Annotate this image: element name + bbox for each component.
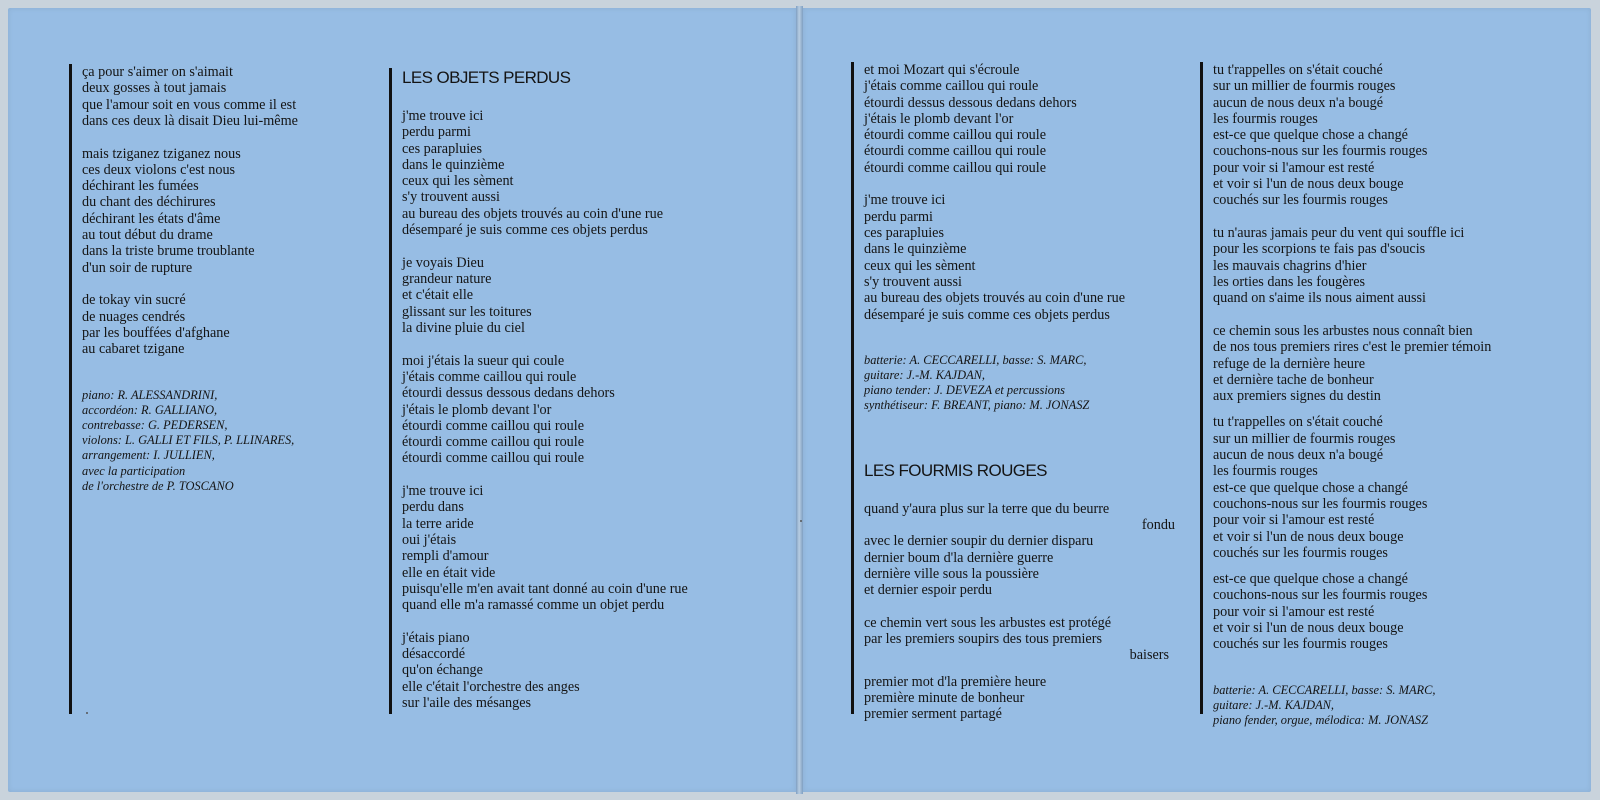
stanza xyxy=(402,255,688,336)
lyric-line: d'un soir de rupture xyxy=(82,259,193,276)
stanza xyxy=(82,146,298,276)
lyric-line: de nuages cendrés xyxy=(82,308,186,325)
lyric-line: les orties dans les fougères xyxy=(1213,273,1366,290)
song-title: LES OBJETS PERDUS xyxy=(402,68,571,87)
lyric-line: accordéon: R. GALLIANO, xyxy=(82,402,218,417)
lyric-line: dernier boum d'la dernière guerre xyxy=(864,549,1054,566)
lyric-line: et moi Mozart qui s'écroule xyxy=(864,62,1020,78)
stanza xyxy=(1213,414,1491,561)
lyric-line: pour voir si l'amour est resté xyxy=(1213,603,1375,620)
lyric-line: ce chemin sous les arbustes nous connaît bien xyxy=(1213,322,1473,339)
column-1 xyxy=(69,64,298,714)
lyric-line: étourdi comme caillou qui roule xyxy=(864,143,1047,160)
lyric-line: qu'on échange xyxy=(402,662,483,679)
lyric-line: tu t'rappelles on s'était couché xyxy=(1213,414,1383,431)
lyric-line: tu t'rappelles on s'était couché xyxy=(1213,62,1383,78)
lyric-line: avec le dernier soupir du dernier disparu xyxy=(864,533,1094,550)
lyric-line: grandeur nature xyxy=(402,271,492,288)
booklet-spine xyxy=(796,6,803,794)
lyric-line: j'me trouve ici xyxy=(402,483,484,500)
lyric-line: est-ce que quelque chose a changé xyxy=(1213,479,1408,496)
lyric-line: aucun de nous deux n'a bougé xyxy=(1213,94,1384,111)
lyric-line: de tokay vin sucré xyxy=(82,292,186,309)
lyric-line: pour voir si l'amour est resté xyxy=(1213,159,1375,176)
lyric-line: moi j'étais la sueur qui coule xyxy=(402,352,565,369)
credits xyxy=(1213,683,1491,729)
lyric-line: j'étais le plomb devant l'or xyxy=(402,401,552,418)
lyric-line: quand y'aura plus sur la terre que du beurre xyxy=(864,500,1110,517)
stanza xyxy=(1213,225,1491,306)
lyric-line: couchons-nous sur les fourmis rouges xyxy=(1213,587,1428,604)
lyric-line: violons: L. GALLI ET FILS, P. LLINARES, xyxy=(82,433,295,448)
song-title: LES FOURMIS ROUGES xyxy=(864,460,1047,480)
lyric-line: perdu parmi xyxy=(864,208,933,225)
stanza xyxy=(402,108,688,238)
stanza xyxy=(864,192,1125,322)
lyric-line: étourdi dessus dessous dedans dehors xyxy=(402,385,615,402)
stanza xyxy=(864,674,1125,723)
column-2 xyxy=(389,68,688,714)
stanza xyxy=(1213,571,1491,652)
lyric-line: de l'orchestre de P. TOSCANO xyxy=(82,478,234,493)
lyric-line: du chant des déchirures xyxy=(82,194,216,211)
lyric-line: aucun de nous deux n'a bougé xyxy=(1213,447,1384,464)
lyric-line: la divine pluie du ciel xyxy=(402,319,525,336)
lyric-line: pour les scorpions te fais pas d'soucis xyxy=(1213,241,1426,258)
lyric-line: déchirant les états d'âme xyxy=(82,210,221,227)
lyric-line: batterie: A. CECCARELLI, basse: S. MARC, xyxy=(864,352,1087,367)
credits xyxy=(864,353,1125,414)
lyric-line: couchés sur les fourmis rouges xyxy=(1213,192,1388,209)
column-4 xyxy=(1200,62,1492,727)
lyric-line: quand elle m'a ramassé comme un objet perdu xyxy=(402,597,665,614)
lyric-line: premier mot d'la première heure xyxy=(864,673,1047,690)
lyric-line: dans le quinzième xyxy=(402,156,505,173)
lyric-line: ceux qui les sèment xyxy=(864,257,976,274)
lyric-line: et voir si l'un de nous deux bouge xyxy=(1213,528,1404,545)
stanza xyxy=(864,615,1125,648)
lyric-line: j'étais comme caillou qui roule xyxy=(864,78,1039,95)
lyric-line: que l'amour soit en vous comme il est xyxy=(82,96,297,113)
lyric-line: dernière ville sous la poussière xyxy=(864,565,1039,582)
lyric-line: oui j'étais xyxy=(402,532,457,548)
lyric-line: désemparé je suis comme ces objets perdus xyxy=(402,222,648,239)
stanza xyxy=(82,64,298,129)
lyric-line: piano fender, orgue, mélodica: M. JONASZ xyxy=(1213,712,1428,727)
lyric-line: refuge de la dernière heure xyxy=(1213,355,1366,372)
lyric-line: ces parapluies xyxy=(864,225,944,242)
lyric-line: étourdi comme caillou qui roule xyxy=(402,417,585,434)
lyric-line: guitare: J.-M. KAJDAN, xyxy=(1213,697,1335,712)
stanza xyxy=(1213,323,1491,404)
lyric-line: par les premiers soupirs des tous premiers xyxy=(864,631,1102,648)
column-3 xyxy=(851,62,1176,723)
stanza xyxy=(1213,62,1491,209)
lyric-line: contrebasse: G. PEDERSEN, xyxy=(82,417,228,432)
lyric-line: au cabaret tzigane xyxy=(82,341,185,358)
lyric-line: synthétiseur: F. BREANT, piano: M. JONASZ xyxy=(864,398,1090,413)
lyric-line: s'y trouvent aussi xyxy=(864,273,962,290)
lyric-line: perdu parmi xyxy=(402,124,471,141)
lyric-line: glissant sur les toitures xyxy=(402,303,532,320)
lyric-line: dans la triste brume troublante xyxy=(82,243,255,260)
lyric-line: premier serment partagé xyxy=(864,706,1002,723)
lyric-line: étourdi comme caillou qui roule xyxy=(864,159,1047,176)
lyric-line: j'étais piano xyxy=(402,629,470,646)
stanza xyxy=(82,292,298,357)
lyric-line: s'y trouvent aussi xyxy=(402,189,500,206)
lyric-line: au bureau des objets trouvés au coin d'une rue xyxy=(864,290,1126,307)
lyric-line: de nos tous premiers rires c'est le premier témoin xyxy=(1213,339,1492,356)
lyric-line: et dernière tache de bonheur xyxy=(1213,371,1374,388)
lyric-line: dans le quinzième xyxy=(864,241,967,258)
speck xyxy=(800,520,802,522)
lyric-line: et c'était elle xyxy=(402,287,474,304)
lyric-line: ce chemin vert sous les arbustes est protégé xyxy=(864,614,1112,631)
lyric-line: batterie: A. CECCARELLI, basse: S. MARC, xyxy=(1213,682,1436,697)
lyric-line: couchons-nous sur les fourmis rouges xyxy=(1213,495,1428,512)
lyric-line: ces parapluies xyxy=(402,140,482,157)
lyric-line: déchirant les fumées xyxy=(82,178,199,195)
lyric-line: piano tender: J. DEVEZA et percussions xyxy=(864,383,1065,398)
credits xyxy=(82,388,298,494)
lyric-line: dans ces deux là disait Dieu lui-même xyxy=(82,112,298,129)
lyric-line: deux gosses à tout jamais xyxy=(82,80,227,97)
lyric-line: sur un millier de fourmis rouges xyxy=(1213,430,1396,447)
lyric-line: et dernier espoir perdu xyxy=(864,582,993,599)
stanza xyxy=(864,533,1125,598)
lyric-line: couchés sur les fourmis rouges xyxy=(1213,636,1388,653)
lyric-line: et voir si l'un de nous deux bouge xyxy=(1213,619,1404,636)
lyric-line: les fourmis rouges xyxy=(1213,110,1318,127)
lyric-line: rempli d'amour xyxy=(402,548,489,565)
lyric-line: elle en était vide xyxy=(402,564,496,581)
lyric-line: perdu dans xyxy=(402,499,464,516)
lyric-line: première minute de bonheur xyxy=(864,690,1025,707)
lyric-line: guitare: J.-M. KAJDAN, xyxy=(864,368,986,383)
lyric-line: elle c'était l'orchestre des anges xyxy=(402,678,580,695)
lyric-line: baisers xyxy=(1129,647,1170,664)
lyric-line: arrangement: I. JULLIEN, xyxy=(82,448,215,463)
lyric-line: puisqu'elle m'en avait tant donné au coin d'une rue xyxy=(402,580,688,597)
lyric-line: avec la participation xyxy=(82,463,186,478)
lyric-line: au tout début du drame xyxy=(82,227,213,244)
stanza xyxy=(402,483,688,613)
lyric-line: pour voir si l'amour est resté xyxy=(1213,512,1375,529)
lyric-line: fondu xyxy=(1141,516,1176,533)
lyric-line: quand on s'aime ils nous aiment aussi xyxy=(1213,290,1426,307)
lyric-line: étourdi comme caillou qui roule xyxy=(402,434,585,451)
lyric-line: couchons-nous sur les fourmis rouges xyxy=(1213,143,1428,160)
lyric-line: sur l'aile des mésanges xyxy=(402,695,532,712)
lyric-line: ça pour s'aimer on s'aimait xyxy=(82,64,233,80)
lyric-line: la terre aride xyxy=(402,515,474,532)
lyric-line: étourdi comme caillou qui roule xyxy=(402,450,585,467)
lyric-line: ceux qui les sèment xyxy=(402,173,514,190)
stanza xyxy=(402,353,688,467)
lyric-line: au bureau des objets trouvés au coin d'une rue xyxy=(402,205,664,222)
lyric-line: j'me trouve ici xyxy=(402,108,484,124)
lyric-line: j'étais comme caillou qui roule xyxy=(402,368,577,385)
lyric-line: aux premiers signes du destin xyxy=(1213,388,1381,405)
lyric-line: est-ce que quelque chose a changé xyxy=(1213,127,1408,144)
lyric-line: je voyais Dieu xyxy=(402,254,484,271)
lyric-line: les mauvais chagrins d'hier xyxy=(1213,257,1367,274)
lyric-line: étourdi comme caillou qui roule xyxy=(864,127,1047,144)
lyric-line: tu n'auras jamais peur du vent qui souffle ici xyxy=(1213,225,1465,242)
lyric-line: désaccordé xyxy=(402,646,466,663)
lyric-line: j'étais le plomb devant l'or xyxy=(864,110,1014,127)
lyric-line: piano: R. ALESSANDRINI, xyxy=(82,387,218,402)
lyric-line: j'me trouve ici xyxy=(864,192,946,209)
stanza xyxy=(864,62,1125,176)
lyric-line: sur un millier de fourmis rouges xyxy=(1213,78,1396,95)
stanza xyxy=(402,630,688,711)
lyric-line: couchés sur les fourmis rouges xyxy=(1213,544,1388,561)
lyric-line: désemparé je suis comme ces objets perdus xyxy=(864,306,1110,323)
lyric-line: est-ce que quelque chose a changé xyxy=(1213,571,1408,588)
lyric-line: les fourmis rouges xyxy=(1213,463,1318,480)
lyric-line: ces deux violons c'est nous xyxy=(82,161,236,178)
lyric-line: et voir si l'un de nous deux bouge xyxy=(1213,176,1404,193)
lyric-line: étourdi dessus dessous dedans dehors xyxy=(864,94,1077,111)
lyric-line: mais tziganez tziganez nous xyxy=(82,145,241,162)
lyric-line: par les bouffées d'afghane xyxy=(82,324,230,341)
